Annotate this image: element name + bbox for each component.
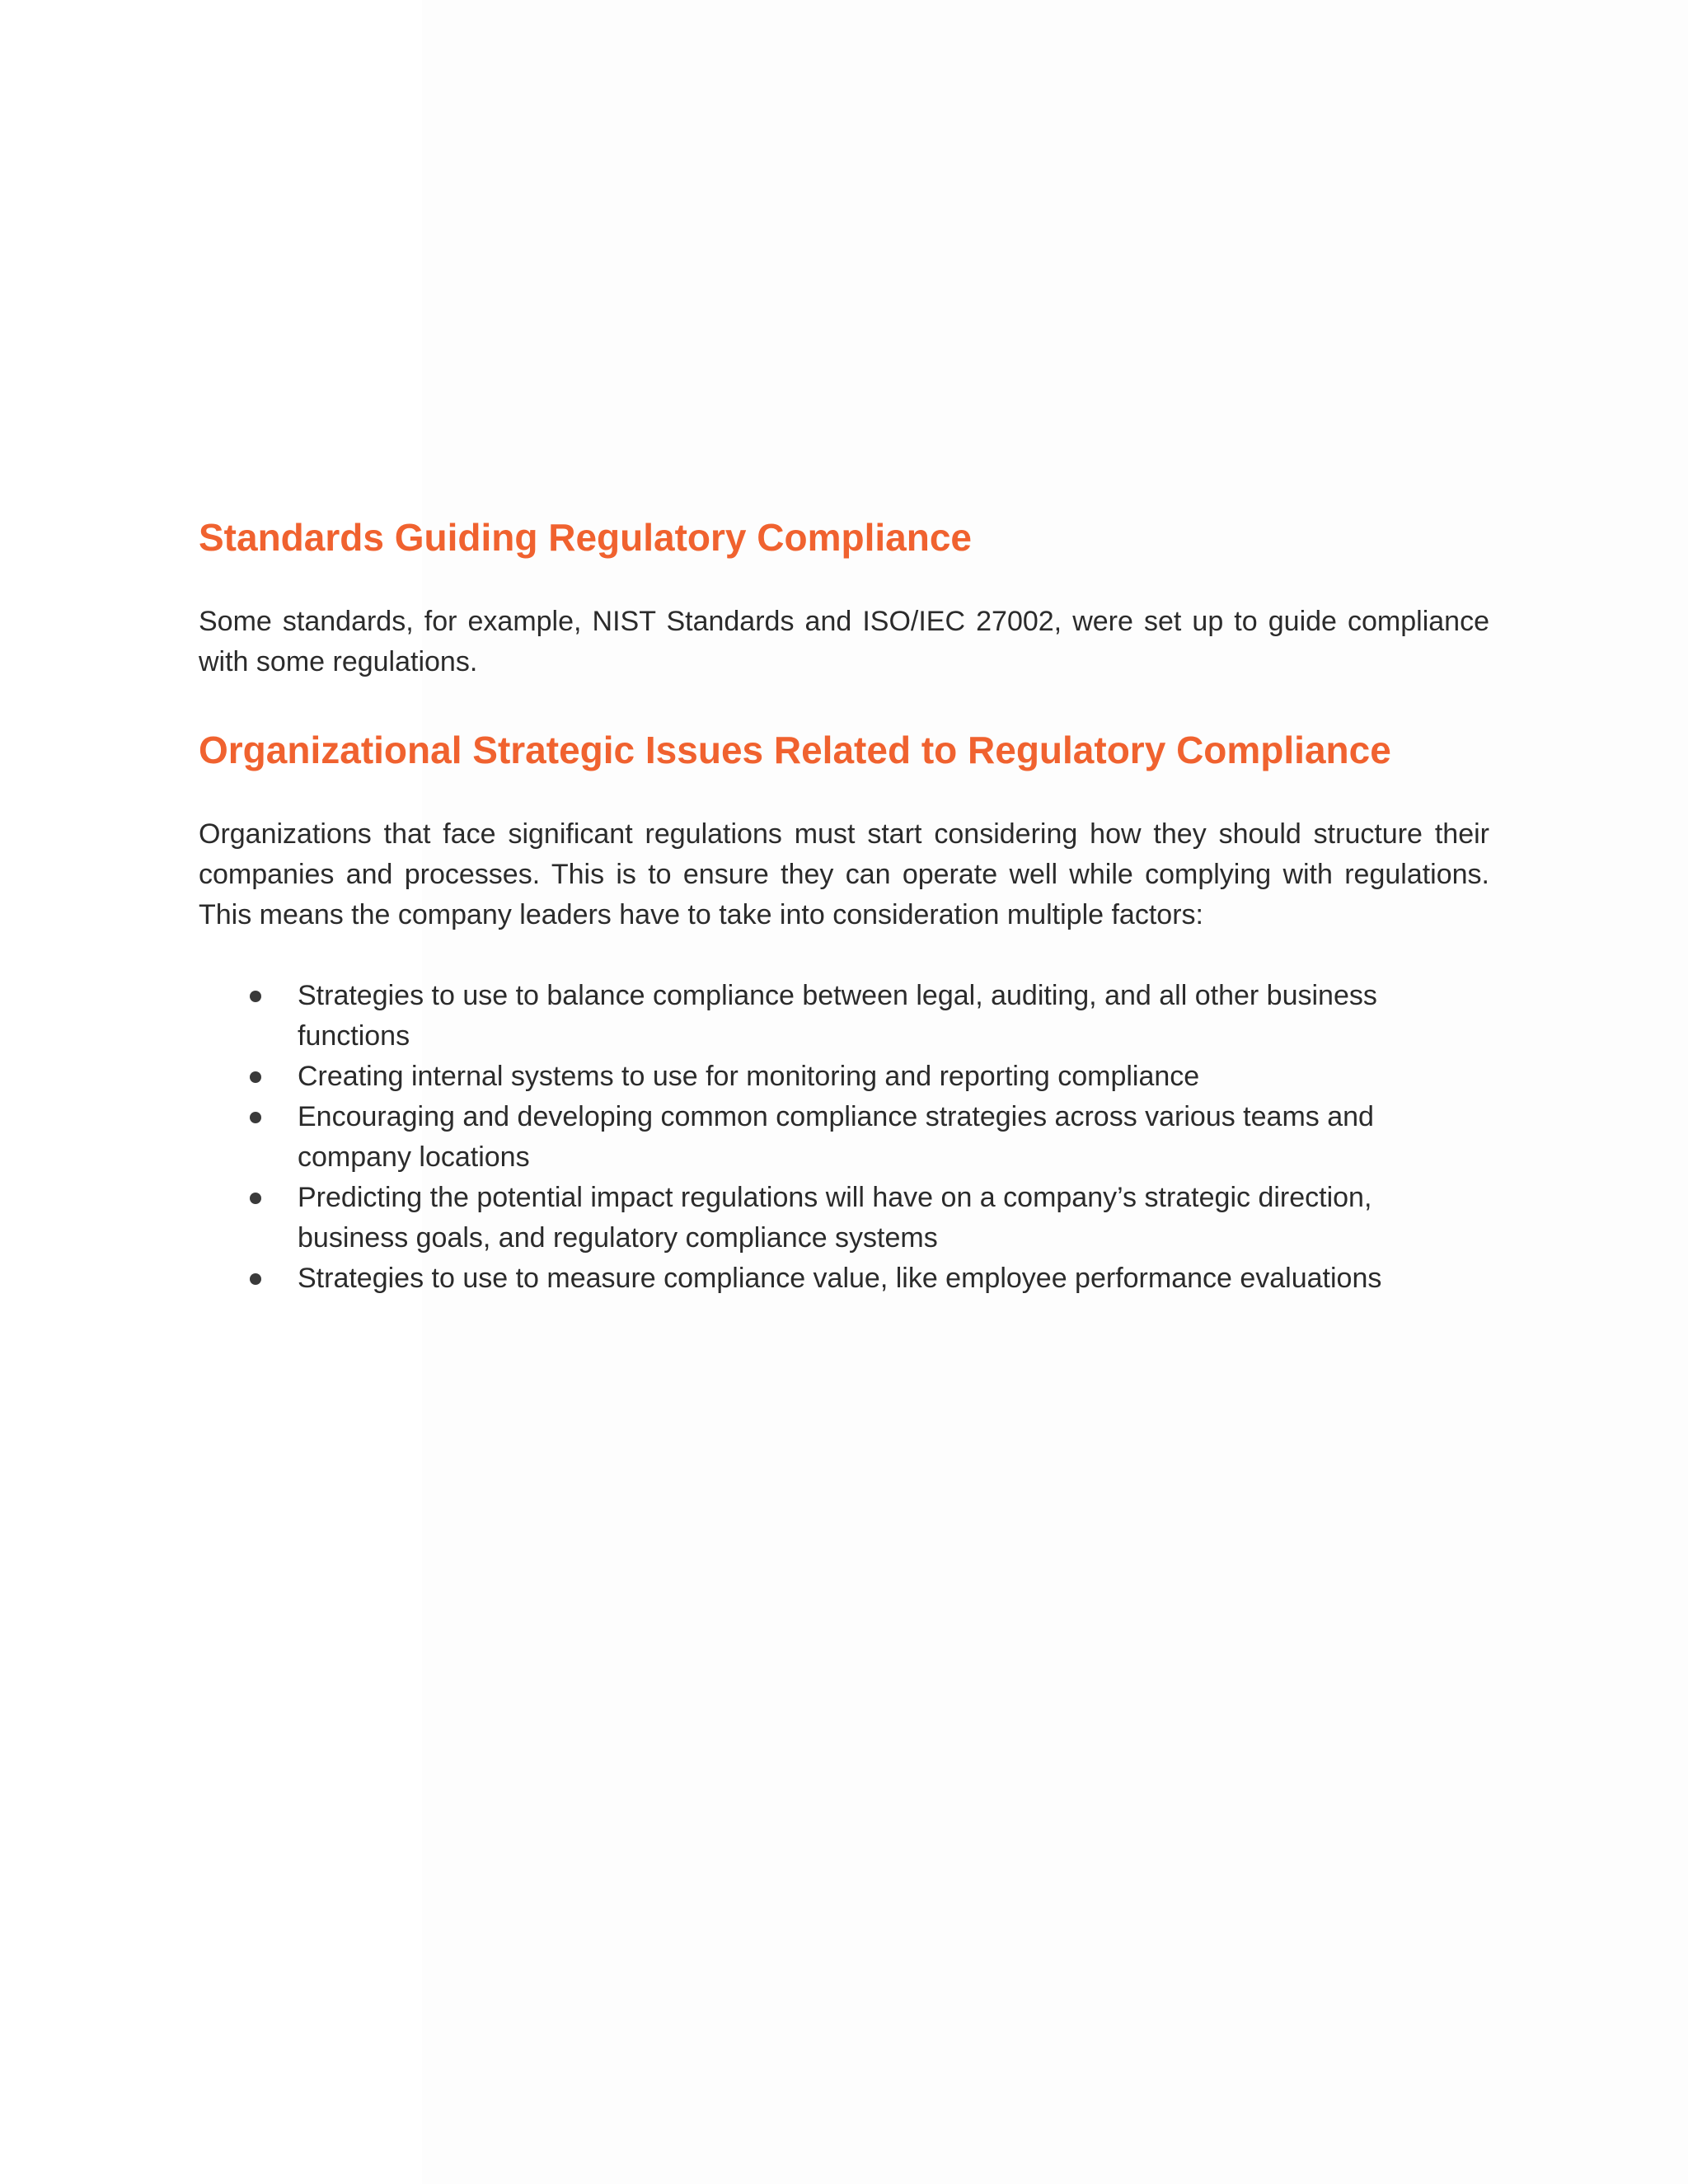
section-paragraph-standards: Some standards, for example, NIST Standards and ISO/IEC 27002, were set up to guide compliance with some regulations.	[199, 606, 1489, 677]
section-heading-standards: Standards Guiding Regulatory Compliance	[199, 516, 973, 559]
factors-list	[199, 976, 1489, 1299]
list-item-text: Creating internal systems to use for monitoring and reporting compliance	[298, 1061, 1200, 1092]
document-content	[199, 513, 1489, 1299]
list-item	[199, 1057, 1489, 1097]
list-item	[199, 1178, 1489, 1258]
list-item-text: Encouraging and developing common compliance strategies across various teams and company locations	[298, 1101, 1374, 1173]
list-item	[199, 1097, 1489, 1178]
list-item	[199, 976, 1489, 1057]
list-item-text: Predicting the potential impact regulations will have on a company’s strategic direction, business goals, and regulatory compliance systems	[298, 1182, 1372, 1254]
bullet-icon	[250, 1273, 261, 1285]
list-item-text: Strategies to use to balance compliance between legal, auditing, and all other business functions	[298, 980, 1377, 1052]
bullet-icon	[250, 1193, 261, 1204]
section-paragraph-strategic-issues: Organizations that face significant regulations must start considering how they should structure their companies and processes. This is to ensure they can operate well while complying with regulations. This means the company leaders have to take into consideration multiple factors:	[199, 818, 1489, 930]
list-item	[199, 1258, 1489, 1299]
list-item-text: Strategies to use to measure compliance value, like employee performance evaluations	[298, 1263, 1382, 1294]
bullet-icon	[250, 991, 261, 1002]
bullet-icon	[250, 1112, 261, 1123]
bullet-icon	[250, 1071, 261, 1083]
section-heading-strategic-issues: Organizational Strategic Issues Related to Regulatory Compliance	[199, 729, 1391, 771]
